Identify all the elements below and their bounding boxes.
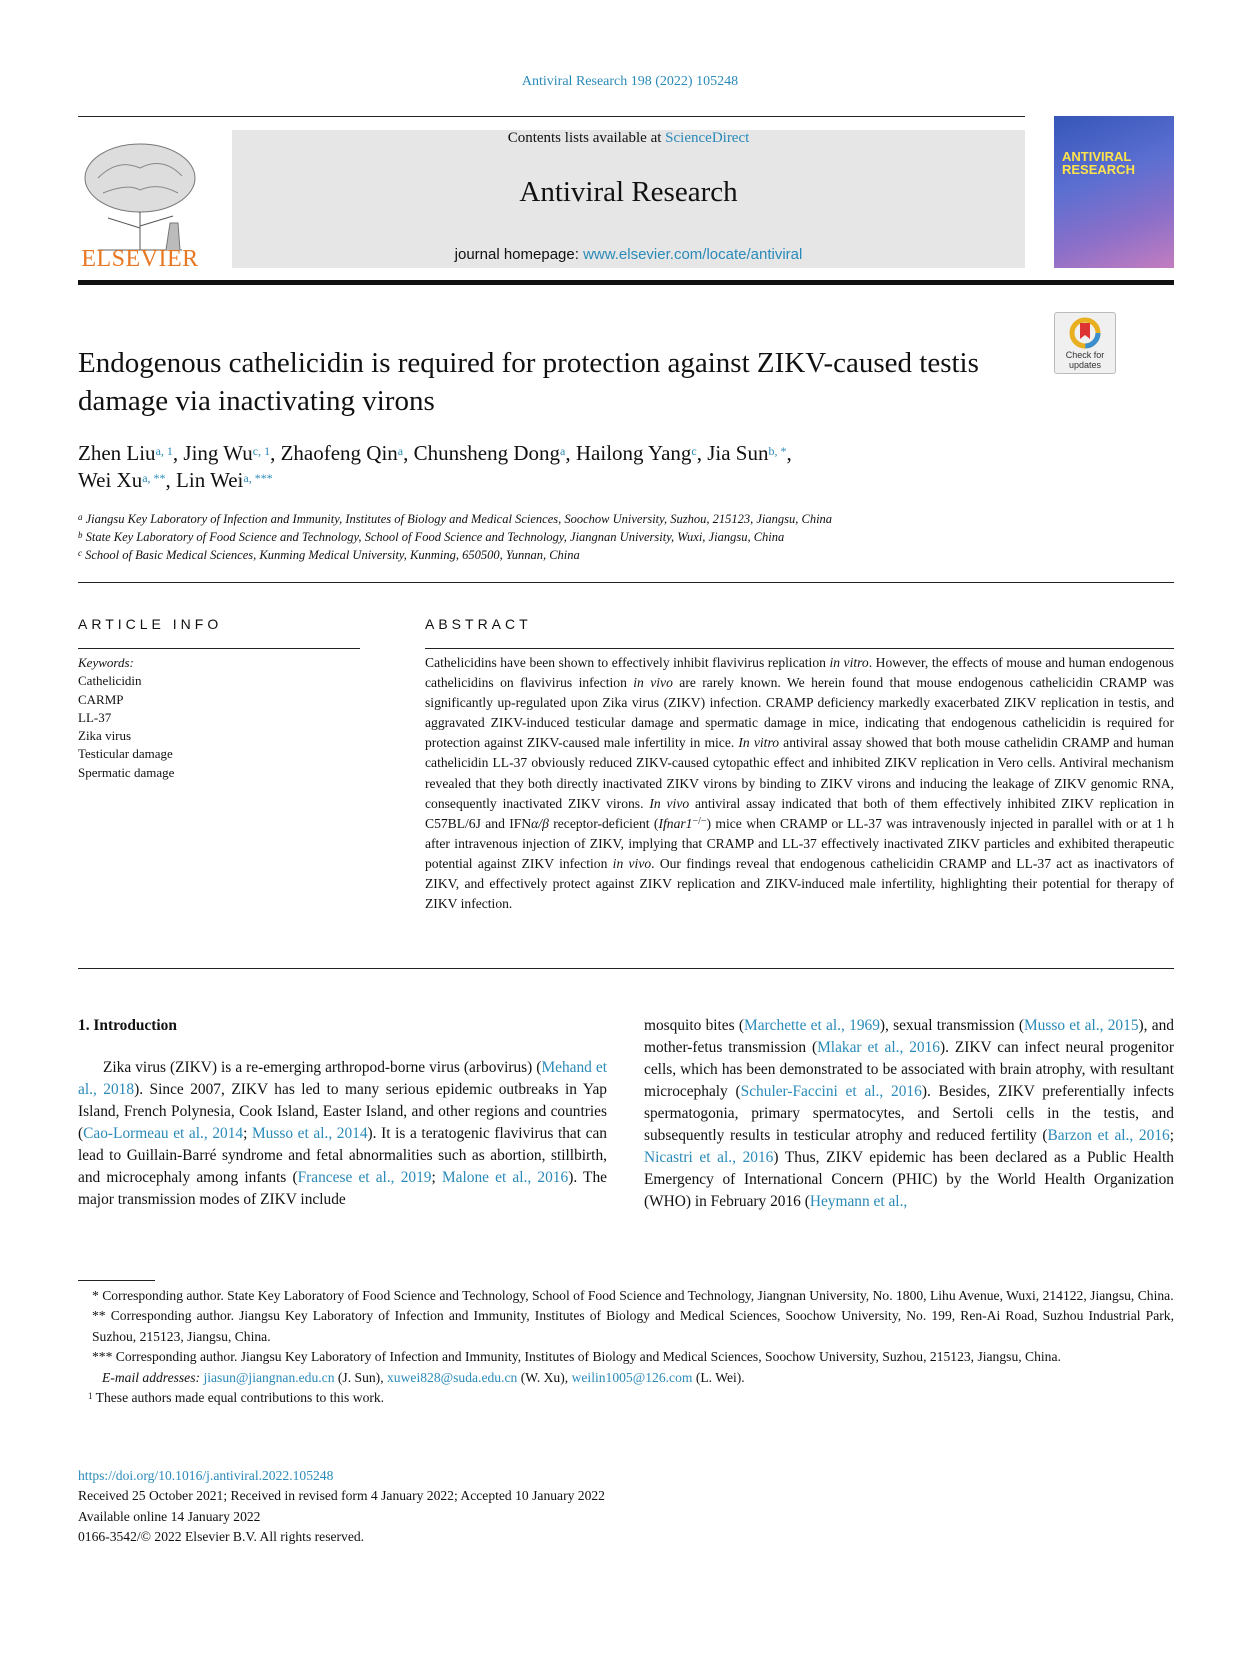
abstract-rule [425,648,1174,649]
author: Jing Wu [183,441,253,465]
contents-line [232,130,1025,147]
check-for-updates-label: Check for updates [1065,350,1105,370]
text-run: ), sexual transmission ( [879,1017,1024,1034]
author-affil-sup[interactable]: a, ** [142,471,166,485]
author: Wei Xu [78,468,143,492]
footnote-text: These authors made equal contributions to this work. [92,1390,385,1406]
text-run: ; [431,1169,442,1186]
separator: , [696,441,708,465]
article-title: Endogenous cathelicidin is required for protection against ZIKV-caused testis damage via inactivating virons [78,347,979,417]
journal-cover-image[interactable] [1054,116,1174,268]
keyword: Zika virus [78,728,132,744]
affil-text: State Key Laboratory of Food Science and Technology, School of Food Science and Technology, Jiangnan University, Wuxi, Jiangsu, China [85,530,785,544]
separator: , [270,441,281,465]
affil-text: School of Basic Medical Sciences, Kunming Medical University, Kunming, 650500, Yunnan, China [85,548,580,562]
email-label: E-mail addresses: [102,1369,204,1385]
paragraph [78,1057,607,1211]
email-link[interactable]: weilin1005@126.com [571,1369,693,1385]
keyword: CARMP [78,691,124,707]
text-run: ) Thus, ZIKV epidemic has been declared as a Public Health Emergency of International Concern (PHIC) by the World Health Organization (WHO) in February 2016 ( [644,1149,1174,1210]
text-run: ). Since 2007, ZIKV has led to many serious epidemic outbreaks in Yap Island, French Polynesia, Cook Island, Easter Island, and other regions and countries ( [78,1081,607,1142]
text-run: ). The major transmission modes of ZIKV include [78,1169,607,1208]
affiliation [78,546,1078,564]
abstract-italic: In vitro [738,735,780,751]
abstract-italic: in vivo [633,675,673,691]
email-link[interactable]: xuwei828@suda.edu.cn [387,1369,518,1385]
affiliations [78,510,1078,564]
citation-link[interactable]: Mlakar et al., 2016 [817,1039,940,1056]
citation-link[interactable]: Cao-Lormeau et al., 2014 [83,1125,244,1142]
affiliation [78,510,1078,528]
separator: , [565,441,576,465]
affiliation [78,528,1078,546]
homepage-link[interactable]: www.elsevier.com/locate/antiviral [583,246,803,263]
separator: , [786,441,792,465]
body-column-left [78,1015,607,1211]
equal-contribution-footnote [78,1388,1174,1408]
homepage-line [232,246,1025,263]
article-info-rule [78,648,360,649]
author: Lin Wei [176,468,244,492]
citation-link[interactable]: Musso et al., 2014 [252,1125,368,1142]
text-run: ). It is a teratogenic flavivirus that can lead to Guillain-Barré syndrome and fetal abnormalities such as abortion, stillbirth, and microcephaly among infants ( [78,1125,608,1186]
citation-link[interactable]: Mehand et al., 2018 [78,1059,607,1098]
footnote: * Corresponding author. State Key Laboratory of Food Science and Technology, School of Food Science and Technology, Jiangnan University, No. 1800, Lihu Avenue, Wuxi, 214122, Jiangsu, China. [92,1288,1174,1303]
citation-link[interactable]: Barzon et al., 2016 [1047,1127,1170,1144]
cover-title-line-2: RESEARCH [1062,162,1135,177]
email-owner: (L. Wei). [692,1369,745,1385]
citation-link[interactable]: Malone et al., 2016 [441,1169,569,1186]
abstract-run: . However, the effects of mouse and human endogenous cathelicidins on flavivirus infection [425,655,1174,691]
body-column-right [644,1015,1174,1213]
citation-link[interactable]: Nicastri et al., 2016 [644,1149,774,1166]
article-info-heading: ARTICLE INFO [78,616,223,632]
keyword: Testicular damage [78,746,173,762]
footnote-sup: 1 [88,1391,93,1402]
text-run: ; [243,1125,252,1142]
abstract-italic: in vivo [612,855,652,871]
text-run: ), and mother-fetus transmission ( [644,1017,1174,1056]
citation-link[interactable]: Marchette et al., 1969 [744,1017,880,1034]
affil-text: Jiangsu Key Laboratory of Infection and Immunity, Institutes of Biology and Medical Sciences, Soochow University, Suzhou, 215123, Jiangsu, China [85,512,833,526]
abstract-run: . Our findings reveal that endogenous cathelicidin CRAMP and LL-37 act as inactivators of ZIKV, and effectively protect against ZIKV replication and ZIKV-induced male infertility, highlighting their potential for therapy of ZIKV infection. [425,855,1174,912]
footnote: *** Corresponding author. Jiangsu Key Laboratory of Infection and Immunity, Institutes of Biology and Medical Sciences, Soochow University, Suzhou, 215123, Jiangsu, China. [92,1349,1061,1365]
abstract-run: ) mice when CRAMP or LL-37 was intravenously injected in parallel with or at 1 h after intravenous injection of ZIKV, implying that CRAMP and LL-37 effectively inactivated ZIKV particles and exhibited therapeutic potential against ZIKV infection [425,815,1174,871]
author-affil-sup[interactable]: c [691,444,697,458]
doi-link[interactable]: https://doi.org/10.1016/j.antiviral.2022.105248 [78,1468,334,1483]
header-thick-rule [78,280,1174,285]
author-list [78,440,1078,494]
text-run: Zika virus (ZIKV) is a re-emerging arthropod-borne virus (arbovirus) ( [103,1059,542,1076]
author: Zhaofeng Qin [280,441,398,465]
footnotes [78,1286,1174,1408]
abstract-italic: In vivo [649,795,690,811]
top-rule [78,116,1025,117]
author-affil-sup[interactable]: b, * [768,444,787,458]
citation-link[interactable]: Heymann et al., [809,1193,908,1210]
separator: , [172,441,184,465]
abstract-heading: ABSTRACT [425,616,532,632]
journal-reference[interactable]: Antiviral Research 198 (2022) 105248 [521,74,739,89]
abstract-run: Cathelicidins have been shown to effectively inhibit flavivirus replication [425,655,830,670]
email-owner: (W. Xu), [517,1369,572,1385]
abstract-run: antiviral assay showed that both mouse cathelidin CRAMP and human cathelicidin LL-37 obviously reduced ZIKV-caused cytopathic effect and inhibited ZIKV replication in Vero cells. Antiviral mechanism revealed that they both directly inactivated ZIKV virons by binding to ZIKV virons and inducing the leakage of ZIKV genomic RNA, consequently inactivated ZIKV virons. [425,735,1174,811]
keywords-block [78,654,360,782]
author: Hailong Yang [575,441,692,465]
contents-prefix: Contents lists available at [507,130,666,146]
available-online: Available online 14 January 2022 [78,1508,261,1524]
author: Chunsheng Dong [413,441,561,465]
abstract-sup: −/− [692,815,707,827]
keyword: Spermatic damage [78,764,175,780]
text-run: ). Besides, ZIKV preferentially infects spermatogonia, primary spermatocytes, and Sertoli cells in the testis, and subsequently results in testicular atrophy and reduced fertility ( [644,1083,1174,1144]
author-affil-sup[interactable]: a [560,444,566,458]
bookmark-icon [1055,313,1115,349]
text-run: ). ZIKV can infect neural progenitor cells, which has been demonstrated to be associated with brain atrophy, with resultant microcephaly ( [644,1039,1174,1100]
affil-sup: c [78,548,82,558]
author: Zhen Liu [78,441,156,465]
affil-sup: b [78,530,83,540]
abstract-italic: α/β [531,815,549,831]
abstract-run: are rarely known. We herein found that mouse endogenous cathelicidin CRAMP was significantly up-regulated upon Zika virus (ZIKV) infection. CRAMP deficiency markedly exacerbated ZIKV replication in testis, and aggravated ZIKV-induced testicular damage and spermatic damage in mice, indicating that endogenous cathelicidin is required for protection against ZIKV-caused male infertility in mice. [425,675,1174,751]
text-run: mosquito bites ( [644,1017,745,1034]
copyright: 0166-3542/© 2022 Elsevier B.V. All rights reserved. [78,1529,365,1545]
publisher-wordmark: ELSEVIER [81,246,199,272]
abstract-italic: in vitro [829,655,869,670]
cover-title [1062,150,1135,176]
sciencedirect-link[interactable]: ScienceDirect [665,130,750,146]
abstract-italic: Ifnar1 [658,815,693,831]
text-run: ; [1169,1127,1174,1144]
keyword: Cathelicidin [78,673,142,689]
email-link[interactable]: jiasun@jiangnan.edu.cn [203,1369,335,1385]
journal-title: Antiviral Research [519,176,738,208]
abstract-run: receptor-deficient ( [548,815,659,831]
footnote-rule [78,1280,155,1281]
keyword: LL-37 [78,709,112,725]
citation-link[interactable]: Musso et al., 2015 [1023,1017,1139,1034]
citation-link[interactable]: Francese et al., 2019 [297,1169,432,1186]
footnote: ** Corresponding author. Jiangsu Key Laboratory of Infection and Immunity, Institutes of Biology and Medical Sciences, Soochow University, No. 199, Ren-Ai Road, Suzhou Industrial Park, Suzhou, 215123, Jiangsu, China. [92,1308,1174,1344]
author: Jia Sun [707,441,769,465]
author-affil-sup[interactable]: a [397,444,404,458]
email-owner: (J. Sun), [334,1369,387,1385]
section-rule [78,968,1174,969]
section-rule [78,582,1174,583]
keywords-label: Keywords: [78,655,134,670]
paragraph [644,1015,1174,1213]
author-affil-sup[interactable]: c, 1 [252,444,271,458]
separator: , [165,468,177,492]
abstract-run: antiviral assay indicated that both of them effectively inhibited ZIKV replication in C57BL/6J and IFN [425,795,1174,831]
abstract-text [425,653,1174,914]
citation-link[interactable]: Schuler-Faccini et al., 2016 [740,1083,922,1100]
cover-title-line-1: ANTIVIRAL [1062,149,1132,164]
email-footnote [78,1368,1174,1388]
homepage-prefix: journal homepage: [454,246,584,263]
affil-sup: a [78,512,83,522]
publication-info [78,1466,978,1548]
author-affil-sup[interactable]: a, 1 [155,444,173,458]
section-heading: 1. Introduction [78,1017,177,1034]
separator: , [403,441,414,465]
author-affil-sup[interactable]: a, *** [243,471,273,485]
received-dates: Received 25 October 2021; Received in revised form 4 January 2022; Accepted 10 January 2022 [78,1488,605,1504]
